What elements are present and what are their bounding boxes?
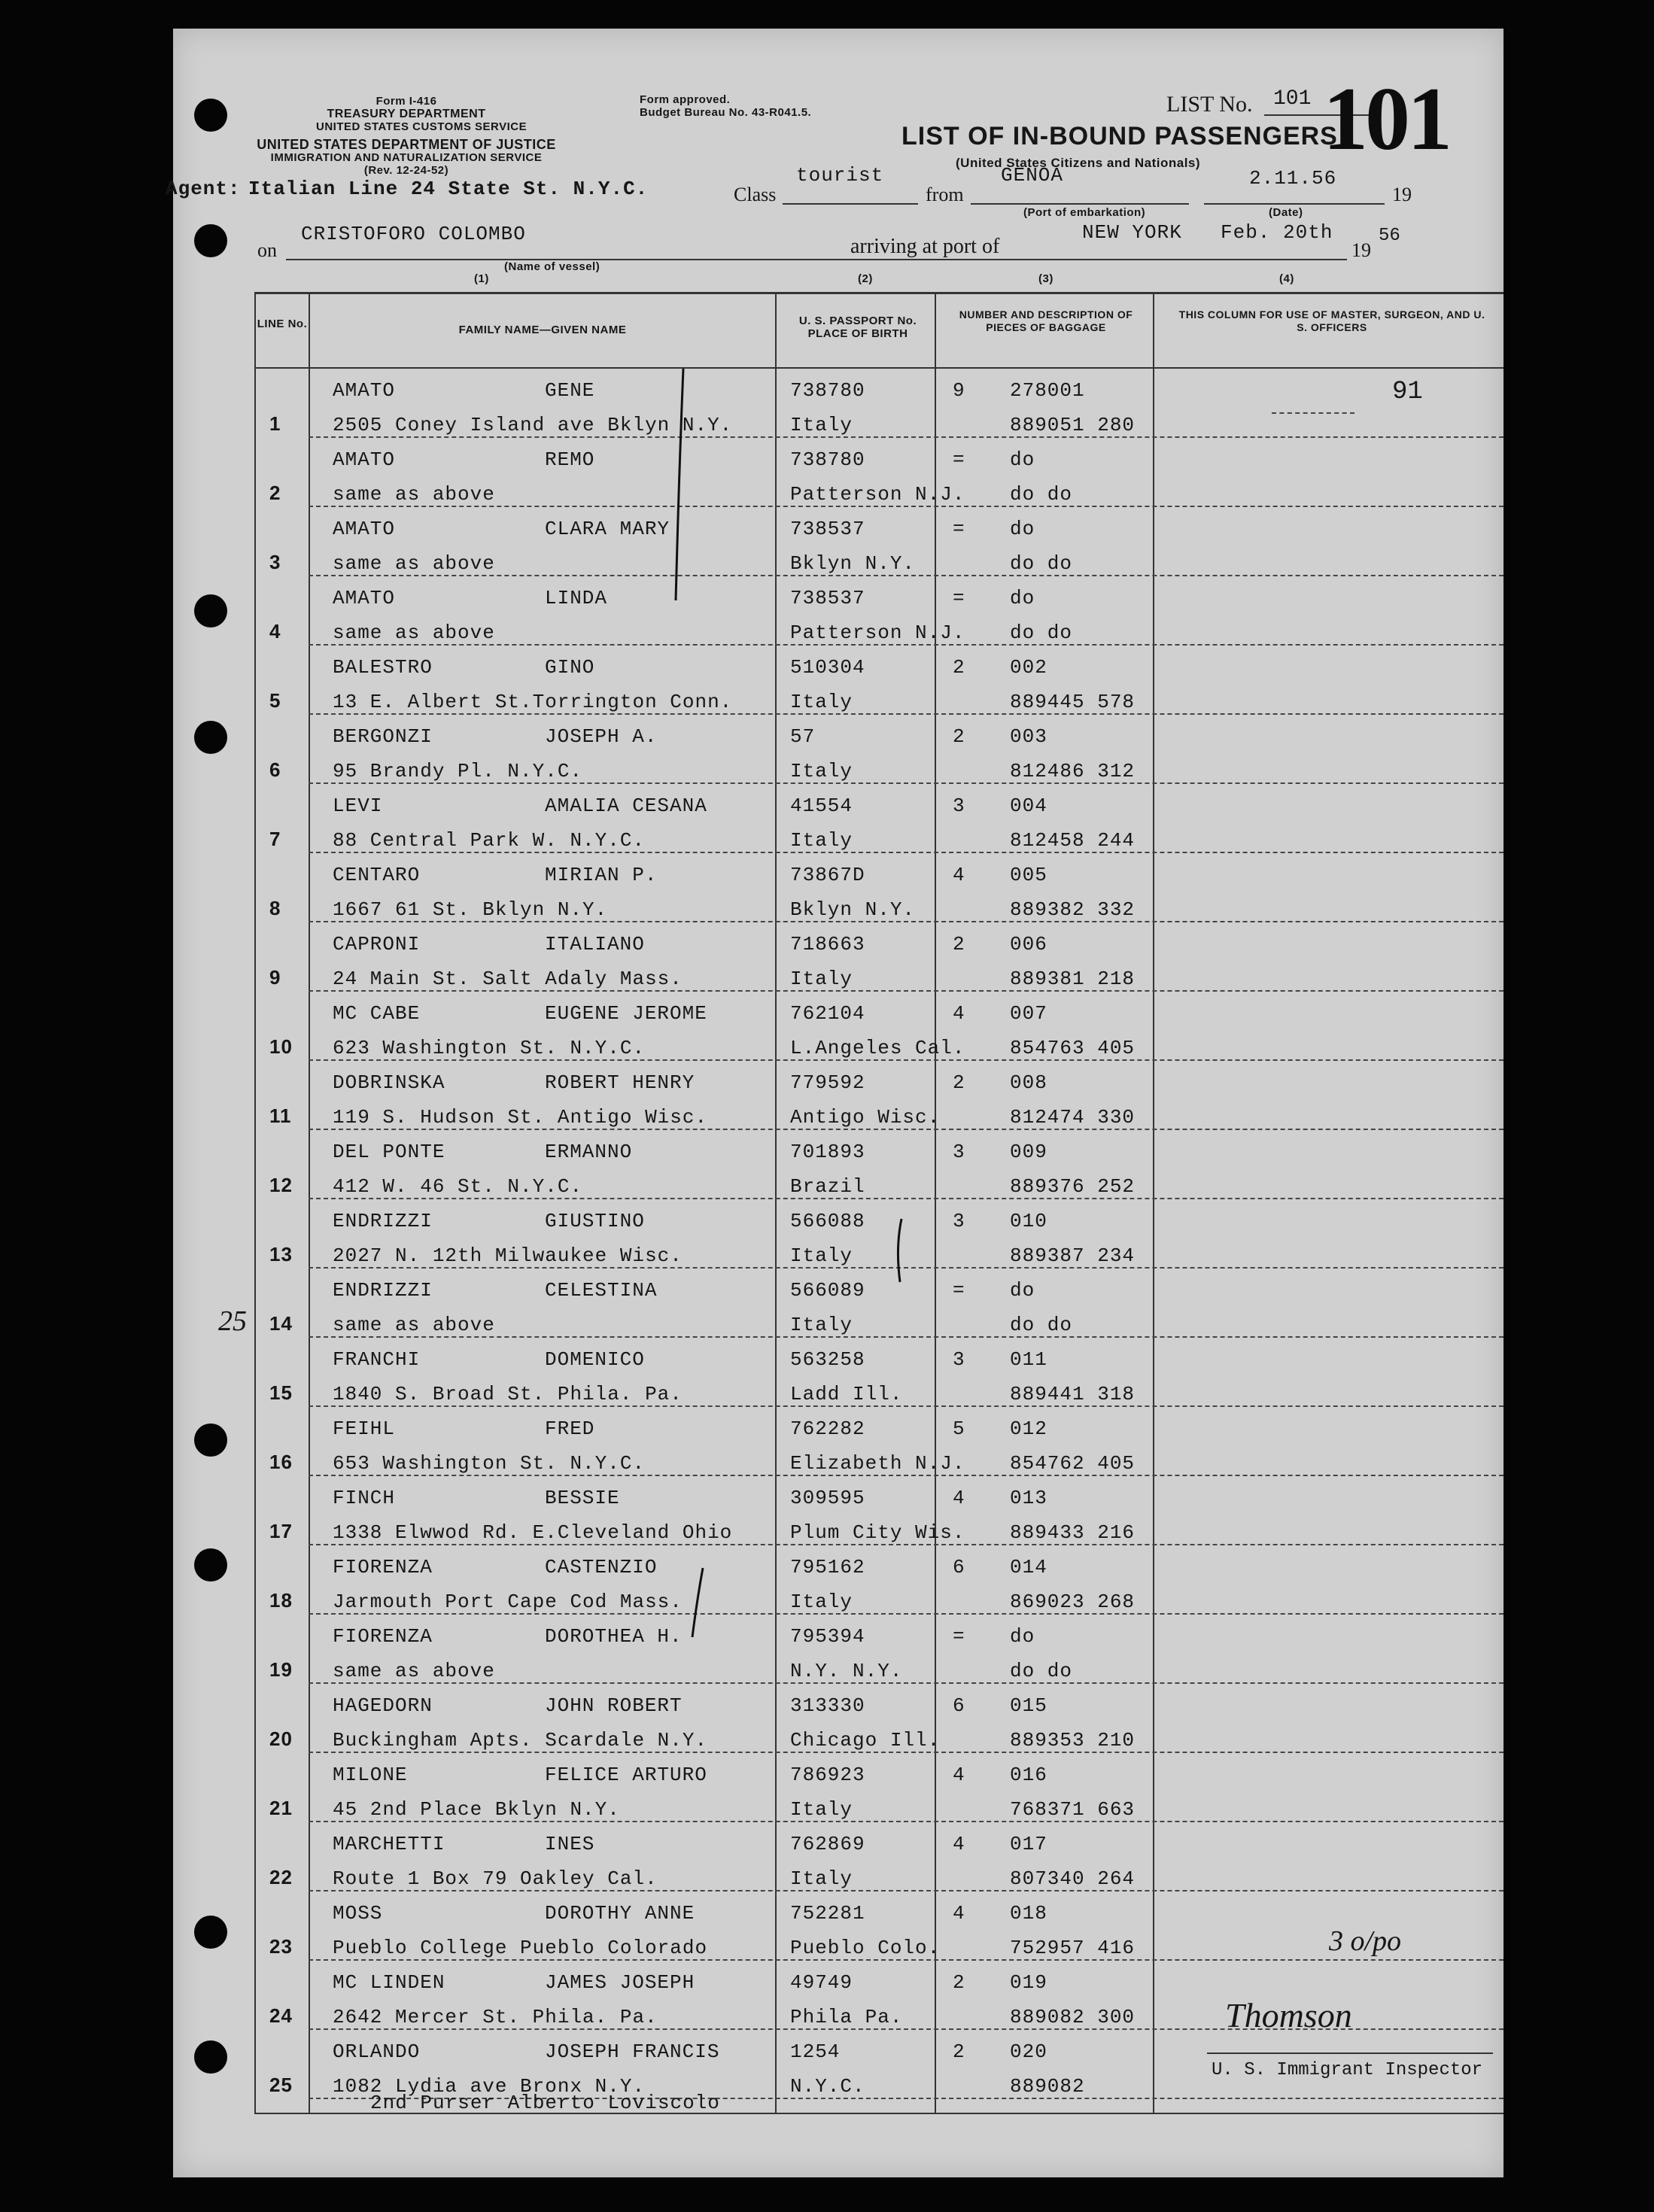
list-no-label: LIST No. [1166,92,1253,117]
address: 45 2nd Place Bklyn N.Y. [333,1798,620,1821]
passport-number: 762282 [790,1417,865,1440]
baggage-detail: 812474 330 [1010,1106,1136,1129]
family-name: BALESTRO [333,656,433,679]
line-number: 11 [269,1104,292,1127]
baggage-pieces: = [953,518,965,540]
given-name: JOHN ROBERT [545,1694,683,1717]
family-name: MC LINDEN [333,1971,445,1994]
baggage-detail: 854763 405 [1010,1037,1136,1059]
baggage-detail: 889433 216 [1010,1521,1136,1544]
col-num-2: (2) [858,272,873,285]
baggage-detail: 752957 416 [1010,1937,1136,1959]
baggage-pieces: = [953,448,965,471]
baggage-tag: 009 [1010,1141,1047,1163]
baggage-pieces: = [953,587,965,609]
address: 2505 Coney Island ave Bklyn N.Y. [333,414,733,436]
passport-number: 41554 [790,795,853,817]
passport-number: 1254 [790,2040,841,2063]
address: Buckingham Apts. Scardale N.Y. [333,1729,708,1752]
line-number: 6 [269,758,281,781]
given-name: GIUSTINO [545,1210,645,1232]
family-name: HAGEDORN [333,1694,433,1717]
place-of-birth: Italy [790,1867,853,1890]
baggage-tag: do [1010,1279,1035,1302]
col-num-4: (4) [1279,272,1294,285]
baggage-pieces: 4 [953,1833,965,1855]
given-name: CELESTINA [545,1279,658,1302]
count-annotation: 91 [1392,378,1423,406]
place-of-birth: Brazil [790,1175,865,1198]
baggage-tag: 012 [1010,1417,1047,1440]
form-approved: Form approved. [640,93,731,106]
header-officers: THIS COLUMN FOR USE OF MASTER, SURGEON, AND U. S. OFFICERS [1178,308,1485,333]
passport-number: 701893 [790,1141,865,1163]
line-number: 7 [269,828,281,850]
family-name: BERGONZI [333,725,433,748]
given-name: CLARA MARY [545,518,670,540]
baggage-pieces: 9 [953,379,965,402]
place-of-birth: Italy [790,760,853,782]
passport-number: 563258 [790,1348,865,1371]
baggage-pieces: 2 [953,1071,965,1094]
place-of-birth: N.Y.C. [790,2075,865,2098]
baggage-pieces: = [953,1279,965,1302]
baggage-pieces: = [953,1625,965,1648]
port-value: NEW YORK [1082,221,1182,244]
purser-name: 2nd Purser Alberto Loviscolo [370,2092,720,2114]
baggage-detail: 812486 312 [1010,760,1136,782]
address: 1082 Lydia ave Bronx N.Y. [333,2075,646,2098]
passport-number: 752281 [790,1902,865,1925]
year-prefix: 19 [1392,184,1412,205]
address: same as above [333,483,495,506]
line-number: 22 [269,1866,293,1888]
address: 119 S. Hudson St. Antigo Wisc. [333,1106,708,1129]
baggage-pieces: 2 [953,933,965,956]
justice-label: UNITED STATES DEPARTMENT OF JUSTICE [257,137,556,152]
passport-number: 73867D [790,864,865,886]
baggage-pieces: 2 [953,725,965,748]
address: same as above [333,1660,495,1682]
passport-number: 566088 [790,1210,865,1232]
place-of-birth: L.Angeles Cal. [790,1037,965,1059]
family-name: DEL PONTE [333,1141,445,1163]
address: 24 Main St. Salt Adaly Mass. [333,968,683,990]
line-number: 10 [269,1035,293,1058]
header-name: FAMILY NAME—GIVEN NAME [458,324,627,336]
given-name: DOMENICO [545,1348,645,1371]
family-name: LEVI [333,795,383,817]
place-of-birth: Phila Pa. [790,2006,903,2028]
baggage-detail: 889376 252 [1010,1175,1136,1198]
place-of-birth: Italy [790,1314,853,1336]
baggage-tag: 014 [1010,1556,1047,1578]
baggage-pieces: 4 [953,864,965,886]
baggage-tag: 018 [1010,1902,1047,1925]
given-name: LINDA [545,587,608,609]
address: 2642 Mercer St. Phila. Pa. [333,2006,658,2028]
agent-label: Agent: [166,178,241,200]
passport-number: 786923 [790,1764,865,1786]
place-of-birth: Bklyn N.Y. [790,898,916,921]
baggage-tag: 008 [1010,1071,1047,1094]
from-label: from [926,184,964,205]
baggage-pieces: 4 [953,1002,965,1025]
arrival-date: Feb. 20th [1221,221,1333,244]
line-number: 3 [269,551,281,573]
baggage-pieces: 5 [953,1417,965,1440]
baggage-detail: 889051 280 [1010,414,1136,436]
given-name: DOROTHY ANNE [545,1902,695,1925]
address: 88 Central Park W. N.Y.C. [333,829,646,852]
address: 2027 N. 12th Milwaukee Wisc. [333,1244,683,1267]
baggage-detail: 889353 210 [1010,1729,1136,1752]
vessel-value: CRISTOFORO COLOMBO [301,223,526,245]
baggage-tag: 004 [1010,795,1047,817]
baggage-detail: 889441 318 [1010,1383,1136,1405]
given-name: CASTENZIO [545,1556,658,1578]
family-name: FIORENZA [333,1625,433,1648]
header-passport: U. S. PASSPORT No. PLACE OF BIRTH [798,314,917,340]
baggage-tag: 019 [1010,1971,1047,1994]
place-of-birth: Plum City Wis. [790,1521,965,1544]
baggage-pieces: 2 [953,656,965,679]
baggage-detail: do do [1010,621,1073,644]
big-list-number: 101 [1323,68,1449,169]
given-name: BESSIE [545,1487,620,1509]
baggage-pieces: 4 [953,1902,965,1925]
baggage-tag: 016 [1010,1764,1047,1786]
place-of-birth: Patterson N.J. [790,621,965,644]
given-name: ERMANNO [545,1141,633,1163]
place-of-birth: Elizabeth N.J. [790,1452,965,1475]
family-name: MILONE [333,1764,408,1786]
baggage-tag: do [1010,1625,1035,1648]
line-number: 4 [269,620,281,643]
baggage-tag: 010 [1010,1210,1047,1232]
address: 1667 61 St. Bklyn N.Y. [333,898,608,921]
baggage-detail: 889387 234 [1010,1244,1136,1267]
passport-number: 566089 [790,1279,865,1302]
given-name: GENE [545,379,595,402]
line-number: 25 [269,2074,293,2096]
passport-number: 795394 [790,1625,865,1648]
baggage-tag: 006 [1010,933,1047,956]
inspector-signature: Thomson [1225,1996,1352,2034]
passport-number: 762104 [790,1002,865,1025]
address: 1338 Elwwod Rd. E.Cleveland Ohio [333,1521,733,1544]
passport-number: 738780 [790,379,865,402]
given-name: GINO [545,656,595,679]
line-number: 23 [269,1935,293,1958]
family-name: AMATO [333,587,396,609]
baggage-tag: 017 [1010,1833,1047,1855]
passport-number: 779592 [790,1071,865,1094]
baggage-tag: 020 [1010,2040,1047,2063]
given-name: INES [545,1833,595,1855]
given-name: FRED [545,1417,595,1440]
baggage-detail: 889082 300 [1010,2006,1136,2028]
place-of-birth: Italy [790,829,853,852]
address: Pueblo College Pueblo Colorado [333,1937,708,1959]
place-of-birth: Italy [790,691,853,713]
line-number: 8 [269,897,281,919]
line-number: 16 [269,1451,293,1473]
row23-note: 3 o/po [1329,1925,1402,1957]
place-of-birth: Italy [790,1591,853,1613]
family-name: ENDRIZZI [333,1210,433,1232]
family-name: FRANCHI [333,1348,421,1371]
baggage-tag: 003 [1010,725,1047,748]
address: same as above [333,552,495,575]
place-of-birth: N.Y. N.Y. [790,1660,903,1682]
vessel-label: (Name of vessel) [504,260,600,273]
address: 653 Washington St. N.Y.C. [333,1452,646,1475]
place-of-birth: Italy [790,1798,853,1821]
passport-number: 57 [790,725,816,748]
baggage-pieces: 3 [953,1348,965,1371]
arriving-label: arriving at port of [850,235,1000,258]
line-number: 12 [269,1174,293,1196]
place-of-birth: Chicago Ill. [790,1729,941,1752]
baggage-detail: 812458 244 [1010,829,1136,852]
passport-number: 49749 [790,1971,853,1994]
family-name: CAPRONI [333,933,421,956]
header-line-no: LINE No. [257,318,308,330]
given-name: MIRIAN P. [545,864,658,886]
line-number: 13 [269,1243,293,1266]
passport-number: 718663 [790,933,865,956]
baggage-pieces: 3 [953,1141,965,1163]
given-name: EUGENE JEROME [545,1002,707,1025]
baggage-tag: do [1010,448,1035,471]
line-number: 2 [269,482,281,504]
baggage-detail: 889382 332 [1010,898,1136,921]
place-of-birth: Bklyn N.Y. [790,552,916,575]
family-name: MOSS [333,1902,383,1925]
given-name: JAMES JOSEPH [545,1971,695,1994]
baggage-pieces: 3 [953,1210,965,1232]
margin-number: 25 [218,1305,247,1337]
baggage-detail: 854762 405 [1010,1452,1136,1475]
place-of-birth: Antigo Wisc. [790,1106,941,1129]
given-name: FELICE ARTURO [545,1764,707,1786]
baggage-pieces: 6 [953,1694,965,1717]
date-value: 2.11.56 [1249,167,1337,190]
baggage-detail: do do [1010,483,1073,506]
arrival-year-prefix: 19 [1351,239,1371,261]
family-name: ORLANDO [333,2040,421,2063]
baggage-pieces: 2 [953,2040,965,2063]
customs-label: UNITED STATES CUSTOMS SERVICE [316,120,528,133]
address: Jarmouth Port Cape Cod Mass. [333,1591,683,1613]
baggage-detail: 869023 268 [1010,1591,1136,1613]
given-name: DOROTHEA H. [545,1625,683,1648]
line-number: 15 [269,1381,293,1404]
family-name: AMATO [333,518,396,540]
given-name: REMO [545,448,595,471]
given-name: ROBERT HENRY [545,1071,695,1094]
place-of-birth: Italy [790,968,853,990]
address: Route 1 Box 79 Oakley Cal. [333,1867,658,1890]
line-number: 17 [269,1520,293,1542]
family-name: FEIHL [333,1417,396,1440]
baggage-tag: 278001 [1010,379,1085,402]
place-of-birth: Patterson N.J. [790,483,965,506]
rev-label: (Rev. 12-24-52) [363,164,449,177]
address: 623 Washington St. N.Y.C. [333,1037,646,1059]
budget-bureau: Budget Bureau No. 43-R041.5. [640,106,812,119]
class-label: Class [734,184,777,205]
baggage-tag: 002 [1010,656,1047,679]
passport-number: 795162 [790,1556,865,1578]
family-name: MARCHETTI [333,1833,445,1855]
baggage-pieces: 4 [953,1487,965,1509]
place-of-birth: Pueblo Colo. [790,1937,941,1959]
from-value: GENOA [1001,164,1064,187]
family-name: FIORENZA [333,1556,433,1578]
family-name: DOBRINSKA [333,1071,445,1094]
baggage-tag: do [1010,518,1035,540]
address: 412 W. 46 St. N.Y.C. [333,1175,583,1198]
place-of-birth: Italy [790,414,853,436]
given-name: JOSEPH FRANCIS [545,2040,720,2063]
line-number: 24 [269,2004,293,2027]
baggage-tag: 011 [1010,1348,1047,1371]
family-name: CENTARO [333,864,421,886]
baggage-detail: do do [1010,1660,1073,1682]
baggage-pieces: 4 [953,1764,965,1786]
place-of-birth: Italy [790,1244,853,1267]
line-number: 9 [269,966,281,989]
line-number: 18 [269,1589,293,1612]
line-number: 14 [269,1312,293,1335]
header-baggage: NUMBER AND DESCRIPTION OF PIECES OF BAGGAGE [959,308,1133,333]
baggage-detail: 889445 578 [1010,691,1136,713]
embarkation-label: (Port of embarkation) [1023,206,1146,219]
given-name: ITALIANO [545,933,645,956]
form-number: Form I-416 [375,95,437,108]
col-num-1: (1) [474,272,489,285]
baggage-tag: 005 [1010,864,1047,886]
passport-number: 762869 [790,1833,865,1855]
passport-number: 738780 [790,448,865,471]
baggage-detail: 889381 218 [1010,968,1136,990]
agent-value: Italian Line 24 State St. N.Y.C. [248,178,649,200]
address: same as above [333,1314,495,1336]
family-name: MC CABE [333,1002,421,1025]
address: same as above [333,621,495,644]
baggage-tag: do [1010,587,1035,609]
passport-number: 313330 [790,1694,865,1717]
given-name: AMALIA CESANA [545,795,707,817]
baggage-detail: do do [1010,1314,1073,1336]
given-name: JOSEPH A. [545,725,658,748]
page-title: LIST OF IN-BOUND PASSENGERS [901,122,1338,150]
treasury-label: TREASURY DEPARTMENT [327,108,486,120]
line-number: 19 [269,1658,293,1681]
family-name: FINCH [333,1487,396,1509]
arrival-year: 56 [1379,226,1400,246]
pen-marks [173,29,1503,2177]
on-label: on [257,239,277,261]
baggage-detail: 768371 663 [1010,1798,1136,1821]
manifest-page [166,29,1503,2177]
baggage-pieces: 3 [953,795,965,817]
line-number: 1 [269,412,281,435]
family-name: ENDRIZZI [333,1279,433,1302]
passport-number: 309595 [790,1487,865,1509]
ins-label: IMMIGRATION AND NATURALIZATION SERVICE [270,151,543,164]
baggage-tag: 013 [1010,1487,1047,1509]
passport-number: 510304 [790,656,865,679]
line-number: 21 [269,1797,293,1819]
baggage-pieces: 6 [953,1556,965,1578]
baggage-tag: 015 [1010,1694,1047,1717]
page-subtitle: (United States Citizens and Nationals) [956,156,1201,170]
baggage-detail: 807340 264 [1010,1867,1136,1890]
baggage-tag: 007 [1010,1002,1047,1025]
line-number: 5 [269,689,281,712]
family-name: AMATO [333,379,396,402]
class-value: tourist [796,164,884,187]
baggage-detail: 889082 [1010,2075,1085,2098]
date-label: (Date) [1269,206,1303,219]
list-no-value: 101 [1273,87,1312,111]
address: 95 Brandy Pl. N.Y.C. [333,760,583,782]
address: 1840 S. Broad St. Phila. Pa. [333,1383,683,1405]
inspector-label: U. S. Immigrant Inspector [1212,2060,1483,2080]
family-name: AMATO [333,448,396,471]
address: 13 E. Albert St.Torrington Conn. [333,691,733,713]
passport-number: 738537 [790,587,865,609]
passport-number: 738537 [790,518,865,540]
col-num-3: (3) [1038,272,1054,285]
place-of-birth: Ladd Ill. [790,1383,903,1405]
line-number: 20 [269,1727,293,1750]
baggage-detail: do do [1010,552,1073,575]
baggage-pieces: 2 [953,1971,965,1994]
